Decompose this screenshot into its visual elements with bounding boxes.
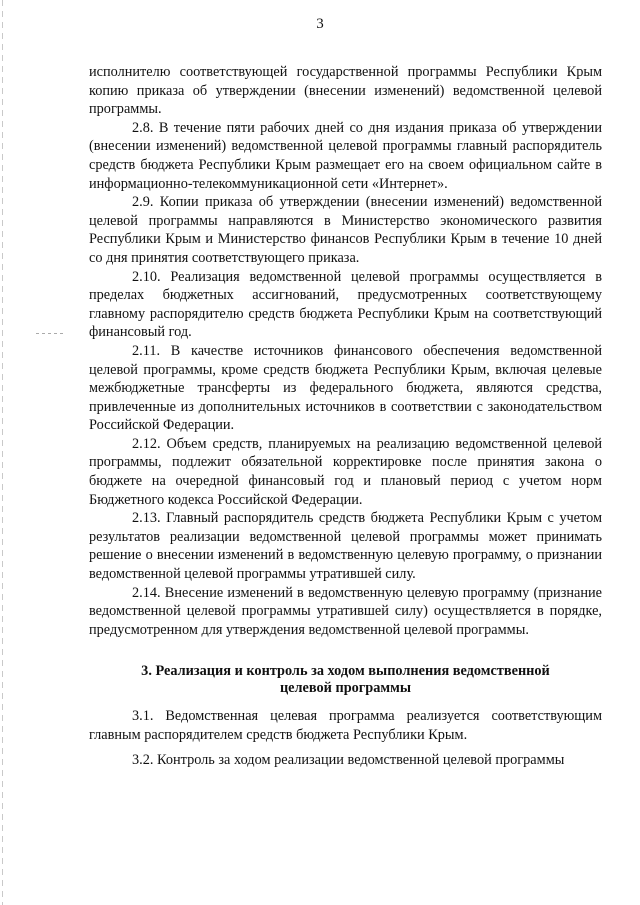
paragraph-3-1: 3.1. Ведомственная целевая программа реализуется соответствующим главным распорядителем средств бюджета Республики Крым.: [89, 708, 602, 743]
paragraph-2-9: 2.9. Копии приказа об утверждении (внесении изменений) ведомственной целевой программы направляются в Министерство экономического развития Республики Крым и Министерство финансов Республики Крым в течение 10 дней со дня принятия соответствующего приказа.: [89, 194, 602, 266]
paragraph-2-8: 2.8. В течение пяти рабочих дней со дня издания приказа об утверждении (внесении изменений) ведомственной целевой программы главный распорядитель средств бюджета Республики Крым размещает его на своем официальном сайте в информационно-телекоммуникационной сети «Интернет».: [89, 119, 602, 192]
paragraph-3-2: 3.2. Контроль за ходом реализации ведомственной целевой программы: [132, 751, 565, 768]
document-body: [89, 63, 602, 769]
paragraph-2-10: 2.10. Реализация ведомственной целевой программы осуществляется в пределах бюджетных ассигнований, предусмотренных соответствующему главному распорядителю средств бюджета Республики Крым на соответствующий финансовый год.: [89, 268, 602, 341]
section-3-heading: [89, 663, 602, 697]
paragraph-2-13: 2.13. Главный распорядитель средств бюджета Республики Крым с учетом результатов реализации ведомственной целевой программы может принимать решение о внесении изменений в ведомственную целевую программу, о признании ведомственной целевой программы утратившей силу.: [89, 510, 602, 583]
paragraph-2-12: 2.12. Объем средств, планируемых на реализацию ведомственной целевой программы, подлежит обязательной корректировке после принятия закона о бюджете на очередной финансовый год и плановый период с учетом норм Бюджетного кодекса Российской Федерации.: [89, 435, 602, 508]
section-3-heading-line1: 3. Реализация и контроль за ходом выполнения ведомственной: [141, 663, 550, 680]
scan-margin-mark: [36, 333, 66, 334]
scan-edge-line: [2, 0, 3, 905]
paragraph-2-14: 2.14. Внесение изменений в ведомственную целевую программу (признание ведомственной целевой программы утратившей силу) осуществляется в порядке, предусмотренном для утверждения ведомственной целевой программы.: [89, 584, 602, 638]
section-3-heading-line2: целевой программы: [279, 680, 412, 697]
page-number: 3: [316, 16, 324, 32]
paragraph-continuation: исполнителю соответствующей государственной программы Республики Крым копию приказа об утверждении (внесении изменений) ведомственной целевой программы.: [89, 64, 602, 118]
paragraph-2-11: 2.11. В качестве источников финансового обеспечения ведомственной целевой программы, кроме средств бюджета Республики Крым, включая целевые межбюджетные трансферты из федерального бюджета, являются средства, привлеченные из дополнительных источников в соответствии с законодательством Российской Федерации.: [89, 342, 602, 434]
